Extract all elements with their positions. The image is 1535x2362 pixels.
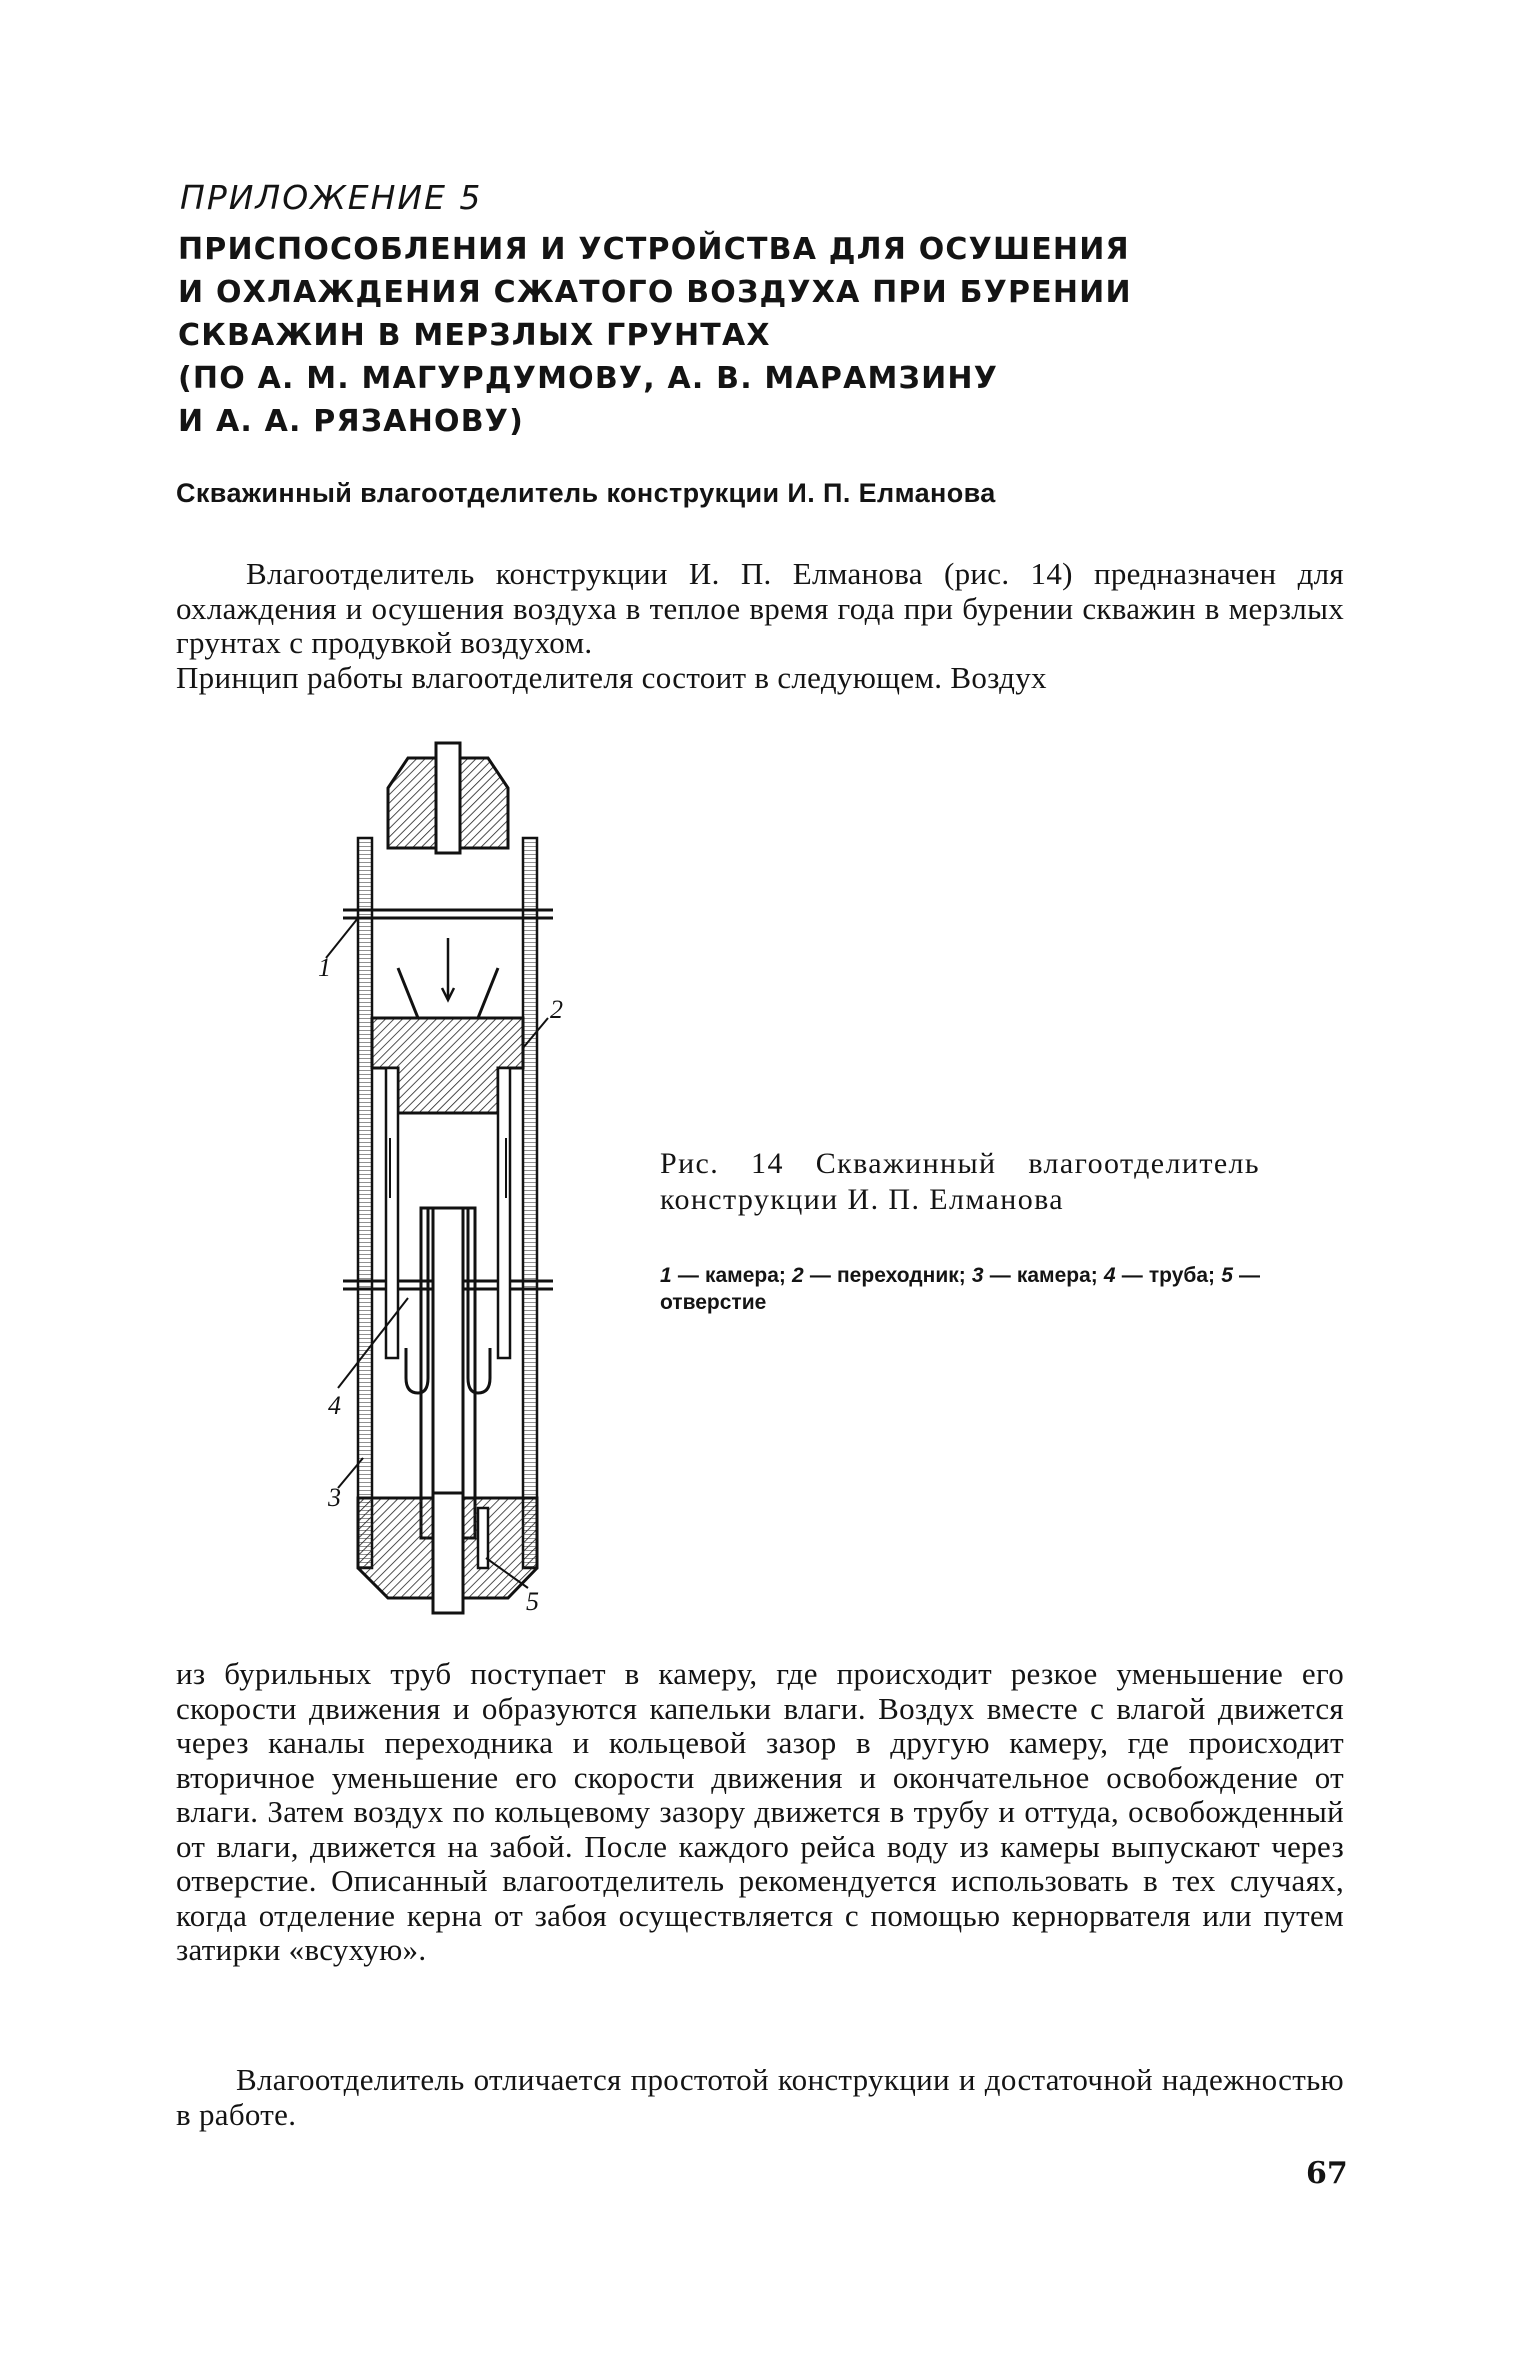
legend-num: 2 <box>792 1264 804 1287</box>
outer-wall-left <box>358 838 372 1568</box>
figure-legend: 1 — камера; 2 — переходник; 3 — камера; 4 — труба; 5 — отверстие <box>660 1264 1261 1314</box>
outlet-bore <box>433 1493 463 1613</box>
legend-num: 5 <box>1221 1264 1233 1287</box>
inlet-bore <box>436 743 460 853</box>
appendix-heading: ПРИЛОЖЕНИЕ 5 <box>180 178 483 217</box>
title-line: И ОХЛАЖДЕНИЯ СЖАТОГО ВОЗДУХА ПРИ БУРЕНИИ <box>178 275 1132 310</box>
section-subtitle: Скважинный влагоотделитель конструкции И. П. Елманова <box>176 478 996 508</box>
title-line: (ПО А. М. МАГУРДУМОВУ, А. В. МАРАМЗИНУ <box>178 361 999 396</box>
paragraph-1-text: Влагоотделитель конструкции И. П. Елманова (рис. 14) предназначен для охлаждения и осушения воздуха в теплое время года при бурении скважин в мерзлых грунтах с продувкой воздухом. <box>176 556 1344 660</box>
outer-wall-right <box>523 838 537 1568</box>
figure-caption: Рис. 14 Скважинный влагоотделитель конструкции И. П. Елманова <box>660 1147 1260 1216</box>
label-4: 4 <box>328 1391 341 1420</box>
legend-text: камера <box>1016 1264 1091 1287</box>
page-number: 67 <box>1306 2156 1348 2191</box>
legend-text: отверстие <box>660 1291 767 1314</box>
legend-text: труба <box>1148 1264 1209 1287</box>
moisture-separator-diagram <box>318 738 578 1618</box>
u-bend-right <box>468 1208 490 1393</box>
legend-num: 4 <box>1103 1264 1116 1287</box>
legend-num: 3 <box>971 1264 984 1287</box>
label-3: 3 <box>328 1483 341 1512</box>
u-bend-left <box>406 1208 428 1393</box>
paragraph-3: Влагоотделитель отличается простотой конструкции и достаточной надежностью в работе. <box>176 2062 1344 2132</box>
label-5: 5 <box>526 1587 539 1616</box>
paragraph-2-start: Принцип работы влагоотделителя состоит в следующем. Воздух <box>176 659 1047 695</box>
page-title <box>178 228 1318 443</box>
inner-wall-right <box>498 1068 510 1358</box>
figure-14-drawing <box>318 738 578 1618</box>
title-line: ПРИСПОСОБЛЕНИЯ И УСТРОЙСТВА ДЛЯ ОСУШЕНИЯ <box>178 232 1130 267</box>
paragraph-2-continuation: из бурильных труб поступает в камеру, где происходит резкое уменьшение его скорости движения и образуются капельки влаги. Воздух вместе с влагой движется через каналы переходника и кольцевой зазор в другую камеру, где происходит вторичное уменьшение его скорости движения и окончательное освобождение от влаги. Затем воздух по кольцевому зазору движется в трубу и оттуда, освобожденный от влаги, движется на забой. После каждого рейса воду из камеры выпускают через отверстие. Описанный влагоотделитель рекомендуется использовать в тех случаях, когда отделение керна от забоя осуществляется с помощью кернорвателя или путем затирки «всухую». <box>176 1656 1344 1967</box>
intro-paragraph <box>176 557 1344 695</box>
title-line: СКВАЖИН В МЕРЗЛЫХ ГРУНТАХ <box>178 318 771 353</box>
label-1: 1 <box>318 953 331 982</box>
legend-num: 1 <box>660 1264 672 1287</box>
label-2: 2 <box>550 995 563 1024</box>
title-line: И А. А. РЯЗАНОВУ) <box>178 404 525 439</box>
legend-text: камера <box>704 1264 779 1287</box>
legend-text: переходник <box>837 1264 959 1287</box>
